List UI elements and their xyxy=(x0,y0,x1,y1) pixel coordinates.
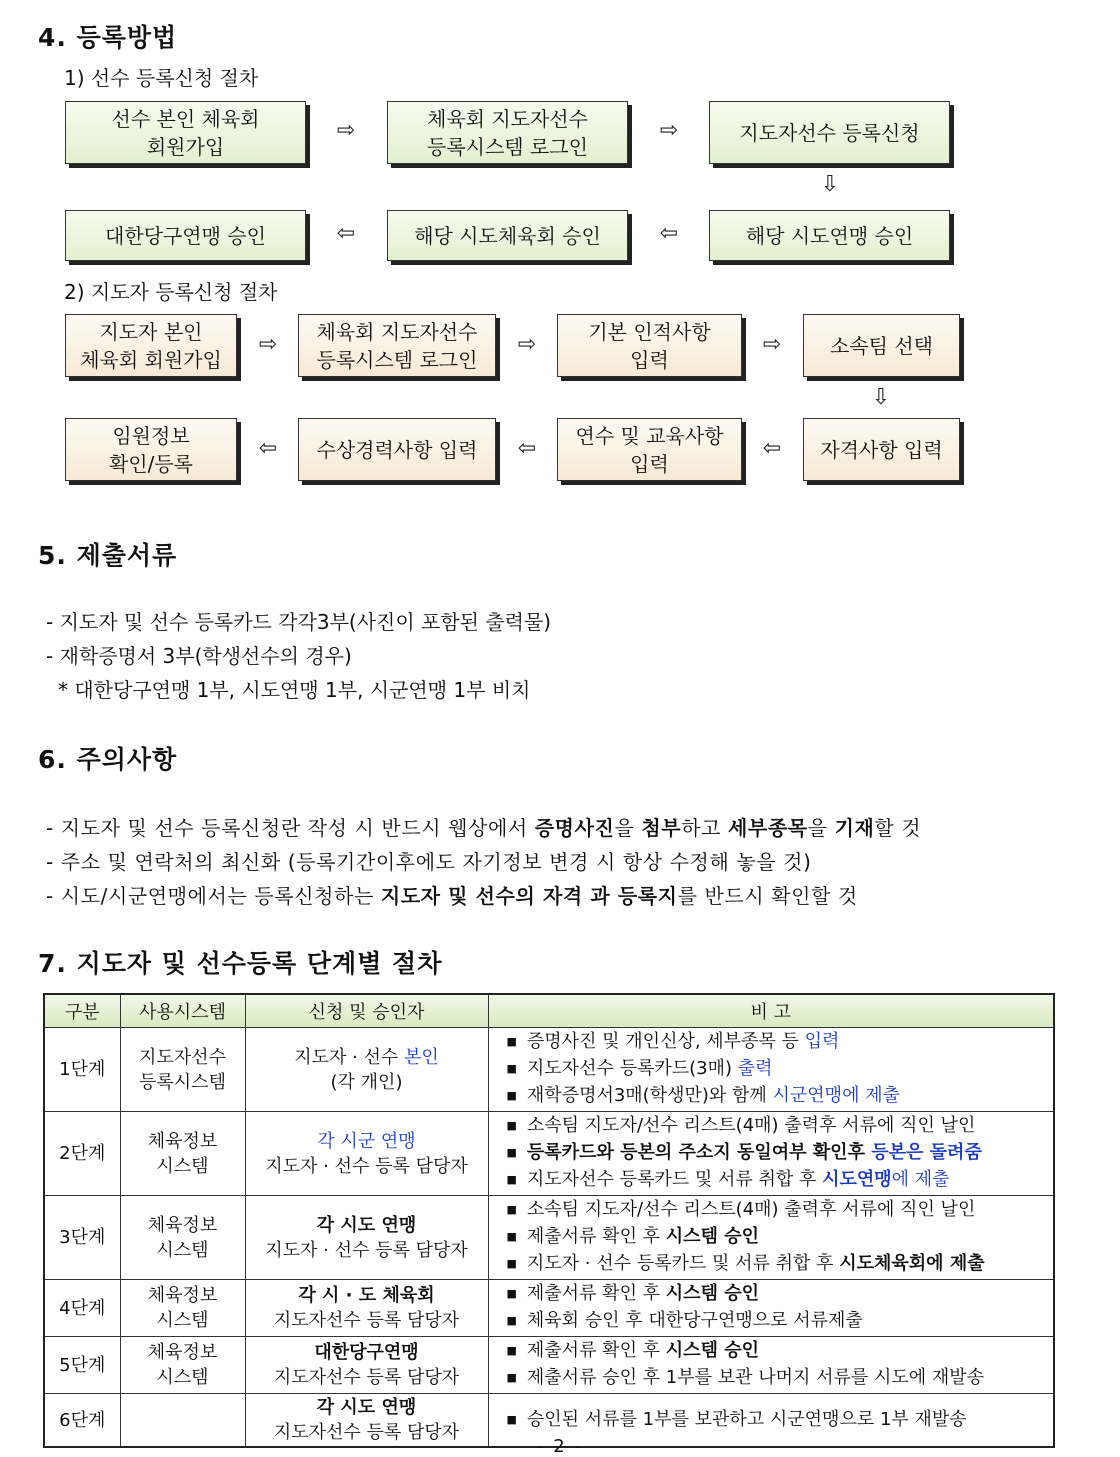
approver-cell: 각 시도 연맹 지도자 · 선수 등록 담당자 xyxy=(245,1196,488,1280)
approver-cell: 각 시 · 도 체육회 지도자선수 등록 담당자 xyxy=(245,1280,488,1337)
header-remarks: 비 고 xyxy=(488,994,1054,1028)
arrow-down-icon: ⇩ xyxy=(820,172,840,197)
remarks-cell xyxy=(488,1028,1054,1112)
system-cell: 체육정보 시스템 xyxy=(120,1112,245,1196)
step-cell: 2단계 xyxy=(44,1112,120,1196)
registration-steps-table xyxy=(43,993,1055,1448)
remark-item: ■ 소속팀 지도자/선수 리스트(4매) 출력후 서류에 직인 날인 xyxy=(507,1197,1053,1224)
arrow-right-icon: ⇨ xyxy=(659,118,679,143)
caution-item: - 시도/시군연맹에서는 등록신청하는 지도자 및 선수의 자격 과 등록지를 반드시 확인할 것 xyxy=(46,884,858,908)
approver-cell: 지도자 · 선수 본인 (각 개인) xyxy=(245,1028,488,1112)
header-step: 구분 xyxy=(44,994,120,1028)
arrow-left-icon: ⇦ xyxy=(517,436,537,461)
header-approver: 신청 및 승인자 xyxy=(245,994,488,1028)
system-cell: 지도자선수 등록시스템 xyxy=(120,1028,245,1112)
arrow-left-icon: ⇦ xyxy=(258,436,278,461)
table-header-row xyxy=(44,994,1054,1028)
section-6-title: 6. 주의사항 xyxy=(38,745,178,774)
flow2-step-training: 연수 및 교육사항 입력 xyxy=(557,418,742,481)
remark-item: ■ 재학증명서3매(학생만)와 함께 시군연맹에 제출 xyxy=(507,1083,1053,1110)
approver-cell: 대한당구연맹 지도자선수 등록 담당자 xyxy=(245,1337,488,1394)
arrow-right-icon: ⇨ xyxy=(517,332,537,357)
step-cell: 5단계 xyxy=(44,1337,120,1394)
step-cell: 3단계 xyxy=(44,1196,120,1280)
table-row xyxy=(44,1196,1054,1280)
table-row xyxy=(44,1028,1054,1112)
approver-cell: 각 시도 연맹 지도자선수 등록 담당자 xyxy=(245,1394,488,1448)
section-7-title: 7. 지도자 및 선수등록 단계별 절차 xyxy=(38,949,443,978)
flow1-step-kbf-approval: 대한당구연맹 승인 xyxy=(65,210,306,261)
caution-item: - 지도자 및 선수 등록신청란 작성 시 반드시 웹상에서 증명사진을 첨부하고 세부종목을 기재할 것 xyxy=(46,816,922,840)
document-item: - 지도자 및 선수 등록카드 각각3부(사진이 포함된 출력물) xyxy=(46,610,552,634)
remark-item: ■ 제출서류 승인 후 1부를 보관 나머지 서류를 시도에 재발송 xyxy=(507,1365,1053,1392)
remarks-cell xyxy=(488,1112,1054,1196)
flow2-step-qualification: 자격사항 입력 xyxy=(803,418,960,481)
step-cell: 4단계 xyxy=(44,1280,120,1337)
flow1-step-registration-request: 지도자선수 등록신청 xyxy=(709,101,950,164)
arrow-left-icon: ⇦ xyxy=(336,221,356,246)
remark-item: ■ 증명사진 및 개인신상, 세부종목 등 입력 xyxy=(507,1029,1053,1056)
arrow-right-icon: ⇨ xyxy=(258,332,278,357)
flow1-step-system-login: 체육회 지도자선수 등록시스템 로그인 xyxy=(387,101,628,164)
flow2-step-basic-info: 기본 인적사항 입력 xyxy=(557,314,742,377)
subsection-1-title: 1) 선수 등록신청 절차 xyxy=(64,66,259,90)
remark-item: ■ 제출서류 확인 후 시스템 승인 xyxy=(507,1338,1053,1365)
remark-item: ■ 지도자 · 선수 등록카드 및 서류 취합 후 시도체육회에 제출 xyxy=(507,1251,1053,1278)
remark-item: ■ 소속팀 지도자/선수 리스트(4매) 출력후 서류에 직인 날인 xyxy=(507,1113,1053,1140)
step-cell: 1단계 xyxy=(44,1028,120,1112)
remark-item: ■ 제출서류 확인 후 시스템 승인 xyxy=(507,1224,1053,1251)
subsection-2-title: 2) 지도자 등록신청 절차 xyxy=(64,280,278,304)
arrow-down-icon: ⇩ xyxy=(871,385,891,410)
section-5-title: 5. 제출서류 xyxy=(38,541,178,570)
table-row xyxy=(44,1280,1054,1337)
table-row xyxy=(44,1337,1054,1394)
remark-item: ■ 제출서류 확인 후 시스템 승인 xyxy=(507,1281,1053,1308)
system-cell: 체육정보 시스템 xyxy=(120,1337,245,1394)
remark-item: ■ 체육회 승인 후 대한당구연맹으로 서류제출 xyxy=(507,1308,1053,1335)
step-cell: 6단계 xyxy=(44,1394,120,1448)
arrow-right-icon: ⇨ xyxy=(762,332,782,357)
flow2-step-awards: 수상경력사항 입력 xyxy=(298,418,496,481)
approver-cell: 각 시군 연맹 지도자 · 선수 등록 담당자 xyxy=(245,1112,488,1196)
system-cell: 체육정보 시스템 xyxy=(120,1280,245,1337)
page-number: - 2 - xyxy=(537,1436,583,1457)
arrow-left-icon: ⇦ xyxy=(659,221,679,246)
document-item: - 재학증명서 3부(학생선수의 경우) xyxy=(46,644,352,668)
document-note: * 대한당구연맹 1부, 시도연맹 1부, 시군연맹 1부 비치 xyxy=(58,678,531,702)
table-row xyxy=(44,1112,1054,1196)
system-cell: 체육정보 시스템 xyxy=(120,1196,245,1280)
remarks-cell xyxy=(488,1280,1054,1337)
caution-item: - 주소 및 연락처의 최신화 (등록기간이후에도 자기정보 변경 시 항상 수정해 놓을 것) xyxy=(46,850,812,874)
remark-item: ■ 지도자선수 등록카드(3매) 출력 xyxy=(507,1056,1053,1083)
remarks-cell xyxy=(488,1196,1054,1280)
arrow-right-icon: ⇨ xyxy=(336,118,356,143)
flow2-step-team-select: 소속팀 선택 xyxy=(803,314,960,377)
flow1-step-member-signup: 선수 본인 체육회 회원가입 xyxy=(65,101,306,164)
arrow-left-icon: ⇦ xyxy=(762,436,782,461)
flow2-step-executive-info: 임원정보 확인/등록 xyxy=(65,418,237,481)
remark-item: ■ 승인된 서류를 1부를 보관하고 시군연맹으로 1부 재발송 xyxy=(507,1407,1053,1434)
remark-item: ■ 등록카드와 등본의 주소지 동일여부 확인후 등본은 돌려줌 xyxy=(507,1140,1053,1167)
remarks-cell xyxy=(488,1337,1054,1394)
section-4-title: 4. 등록방법 xyxy=(38,23,178,52)
header-system: 사용시스템 xyxy=(120,994,245,1028)
flow2-step-member-signup: 지도자 본인 체육회 회원가입 xyxy=(65,314,237,377)
flow2-step-system-login: 체육회 지도자선수 등록시스템 로그인 xyxy=(298,314,496,377)
remark-item: ■ 지도자선수 등록카드 및 서류 취합 후 시도연맹에 제출 xyxy=(507,1167,1053,1194)
flow1-step-province-federation-approval: 해당 시도연맹 승인 xyxy=(709,210,950,261)
flow1-step-province-sports-council-approval: 해당 시도체육회 승인 xyxy=(387,210,628,261)
